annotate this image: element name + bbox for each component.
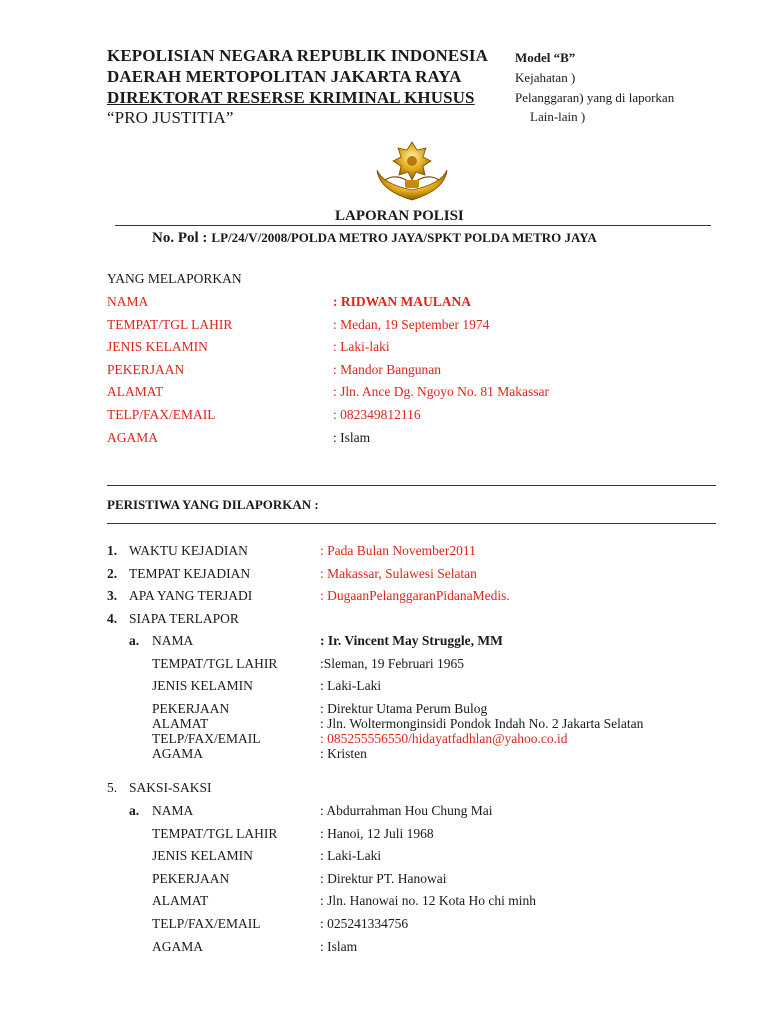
reporter-row-label: TELP/FAX/EMAIL [107, 407, 216, 422]
witness-row-label: JENIS KELAMIN [152, 848, 253, 864]
witness-row-label: PEKERJAAN [152, 870, 230, 886]
reported-detail-row-label: AGAMA [152, 746, 204, 761]
reporter-row-label: TEMPAT/TGL LAHIR [107, 316, 233, 332]
witness-row-value: : Hanoi, 12 Juli 1968 [320, 825, 434, 841]
event-divider-bottom [107, 523, 716, 524]
report-number-value: LP/24/V/2008/POLDA METRO JAYA/SPKT POLDA METRO JAYA [211, 230, 597, 245]
reported-row-value: : Laki-Laki [320, 678, 382, 693]
model-option-1: Kejahatan ) [515, 70, 576, 85]
header-line-2: DAERAH MERTOPOLITAN JAKARTA RAYA [107, 67, 462, 86]
witness-letter: a. [129, 803, 140, 818]
report-number [152, 229, 597, 247]
report-number-label: No. Pol : [152, 230, 208, 246]
event-item-number: 2. [107, 565, 118, 581]
reporter-row-label: JENIS KELAMIN [107, 339, 208, 355]
witness-row-value: : Islam [320, 938, 358, 954]
event-divider-top [107, 485, 716, 486]
event-item-label: TEMPAT KEJADIAN [129, 565, 251, 581]
reporter-row-label: NAMA [107, 294, 149, 309]
event-item-label: WAKTU KEJADIAN [129, 543, 248, 558]
model-option-3: Lain-lain ) [530, 109, 586, 124]
reported-row-label: TEMPAT/TGL LAHIR [152, 655, 278, 671]
reported-row-label: JENIS KELAMIN [152, 678, 253, 693]
witness-row-value: : Direktur PT. Hanowai [320, 870, 447, 886]
reporter-row-value: : Islam [333, 429, 371, 445]
reported-row-value: :Sleman, 19 Februari 1965 [320, 655, 464, 671]
reporter-row-label: PEKERJAAN [107, 361, 185, 377]
header-line-4: “PRO JUSTITIA” [107, 108, 234, 127]
model-option-2: Pelanggaran) yang di laporkan [515, 90, 675, 105]
reported-detail-row-value: : Jln. Woltermonginsidi Pondok Indah No. 2 Jakarta Selatan [320, 716, 644, 731]
event-item-label: SIAPA TERLAPOR [129, 610, 239, 626]
event-item-value: : DugaanPelanggaranPidanaMedis. [320, 588, 510, 603]
reporter-row-value: : 082349812116 [333, 407, 421, 422]
reporter-row-value: : Jln. Ance Dg. Ngoyo No. 81 Makassar [333, 384, 549, 400]
reporter-row-label: AGAMA [107, 429, 159, 445]
event-heading: PERISTIWA YANG DILAPORKAN : [107, 497, 319, 512]
witness-row-label: ALAMAT [152, 893, 209, 909]
reported-letter: a. [129, 633, 140, 648]
witness-row-value: : Abdurrahman Hou Chung Mai [320, 803, 493, 818]
reported-detail-row-label: TELP/FAX/EMAIL [152, 731, 261, 746]
reporter-row-value: : RIDWAN MAULANA [333, 294, 471, 309]
reporter-row-value: : Laki-laki [333, 339, 390, 355]
event-item-number: 3. [107, 588, 118, 603]
reported-detail-row-label: ALAMAT [152, 716, 209, 731]
event-item-label: APA YANG TERJADI [129, 588, 253, 603]
reporter-row-label: ALAMAT [107, 384, 164, 400]
reported-detail-row-value: : 085255556550/hidayatfadhlan@yahoo.co.id [320, 731, 568, 746]
reported-detail-row-label: PEKERJAAN [152, 701, 230, 716]
witness-row-value: : Jln. Hanowai no. 12 Kota Ho chi minh [320, 893, 536, 909]
witness-row-value: : 025241334756 [320, 916, 409, 931]
event-item-value: : Makassar, Sulawesi Selatan [320, 565, 477, 581]
witness-row-value: : Laki-Laki [320, 848, 382, 864]
reporter-heading: YANG MELAPORKAN [107, 271, 242, 286]
header-line-3: DIREKTORAT RESERSE KRIMINAL KHUSUS [107, 88, 475, 107]
header-line-1: KEPOLISIAN NEGARA REPUBLIK INDONESIA [107, 46, 488, 65]
model-title: Model “B” [515, 50, 576, 65]
witness-row-label: AGAMA [152, 938, 204, 954]
witness-number: 5. [107, 780, 118, 795]
event-item-number: 4. [107, 610, 118, 626]
event-item-value: : Pada Bulan November2011 [320, 543, 476, 558]
reported-row-value: : Ir. Vincent May Struggle, MM [320, 633, 503, 648]
reporter-row-value: : Mandor Bangunan [333, 361, 441, 377]
event-item-number: 1. [107, 543, 118, 558]
reported-detail-row-value: : Kristen [320, 746, 367, 761]
witness-row-label: TEMPAT/TGL LAHIR [152, 825, 278, 841]
witness-heading: SAKSI-SAKSI [129, 780, 212, 795]
reporter-row-value: : Medan, 19 September 1974 [333, 316, 490, 332]
reported-row-label: NAMA [152, 633, 194, 648]
title-divider [115, 225, 711, 226]
report-title: LAPORAN POLISI [335, 208, 464, 224]
witness-row-label: TELP/FAX/EMAIL [152, 916, 261, 931]
reported-detail-row-value: : Direktur Utama Perum Bulog [320, 701, 488, 716]
police-emblem-icon [371, 140, 453, 204]
witness-row-label: NAMA [152, 803, 194, 818]
